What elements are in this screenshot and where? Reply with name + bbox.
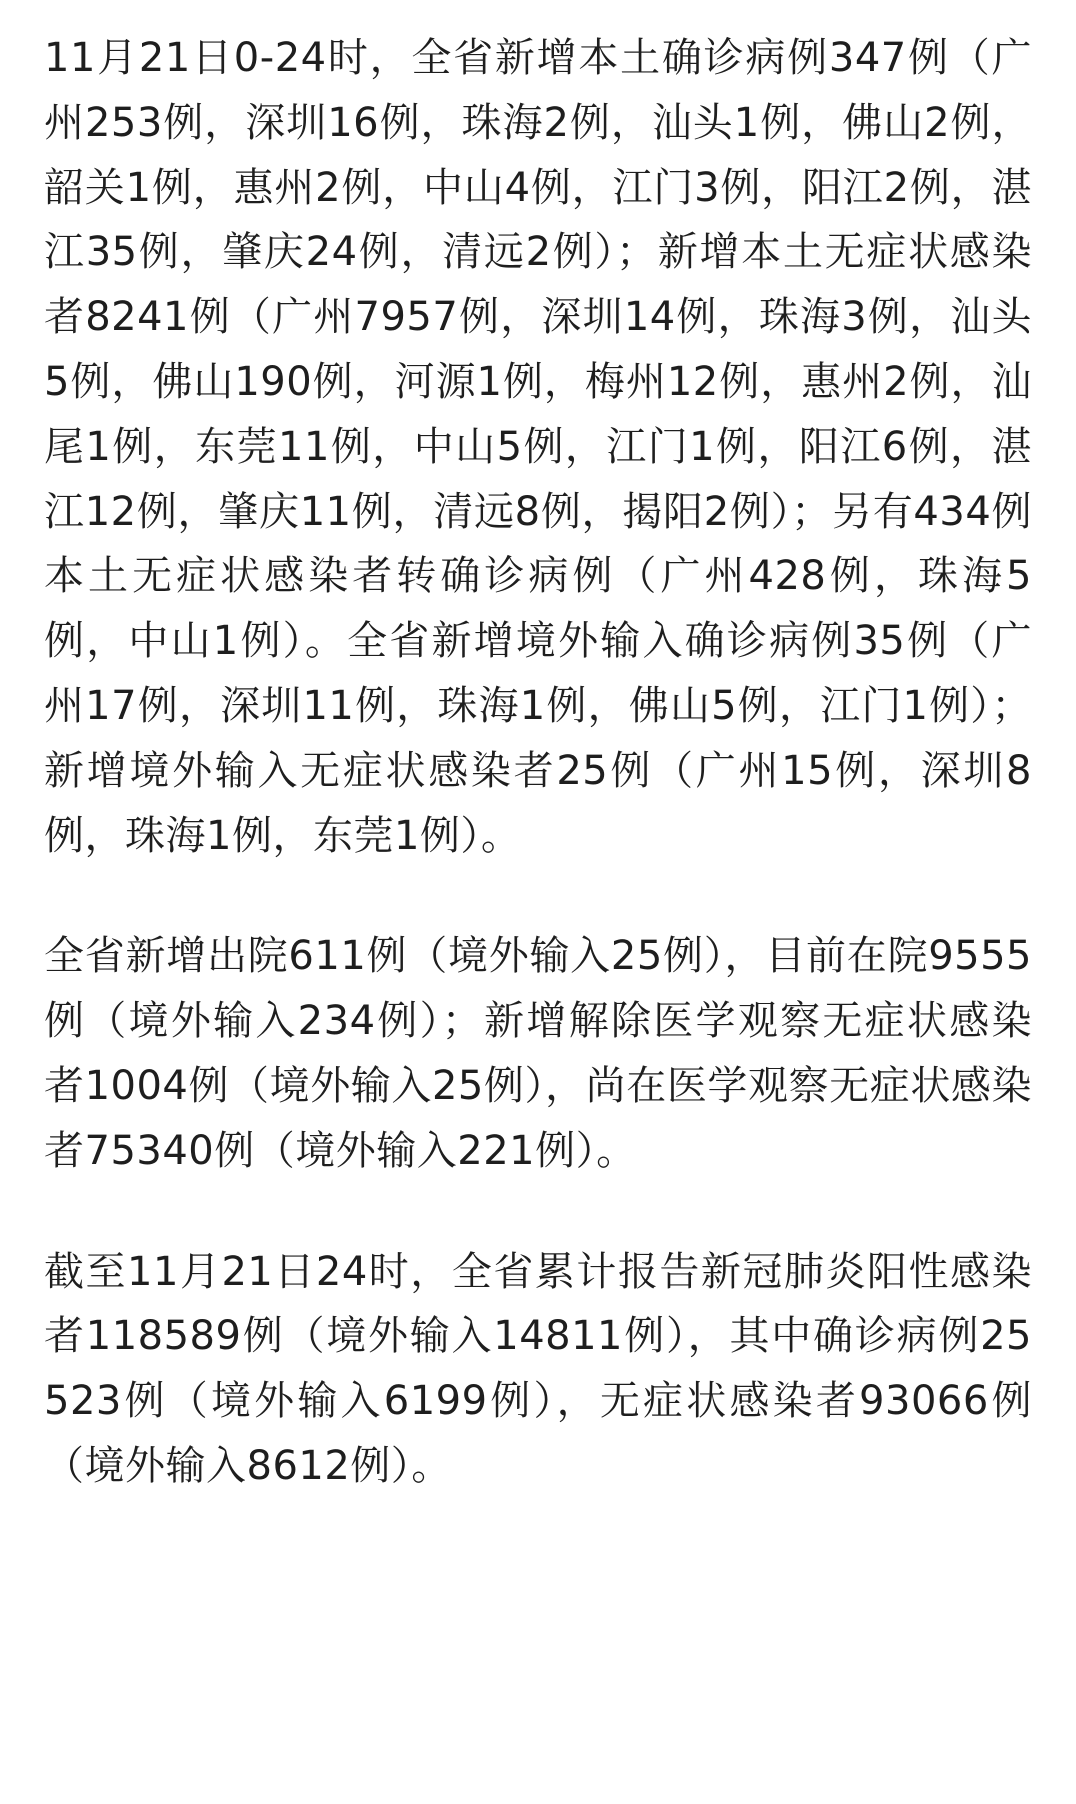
report-paragraph-3: 截至11月21日24时，全省累计报告新冠肺炎阳性感染者118589例（境外输入14811例），其中确诊病例25523例（境外输入6199例），无症状感染者93066例（境外输入8612例）。 [44, 1248, 1032, 1489]
report-paragraph-2: 全省新增出院611例（境外输入25例），目前在院9555例（境外输入234例）；新增解除医学观察无症状感染者1004例（境外输入25例），尚在医学观察无症状感染者75340例（境外输入221例）。 [44, 933, 1032, 1174]
report-paragraph-1: 11月21日0-24时，全省新增本土确诊病例347例（广州253例，深圳16例，珠海2例，汕头1例，佛山2例，韶关1例，惠州2例，中山4例，江门3例，阳江2例，湛江35例，肇庆24例，清远2例）；新增本土无症状感染者8241例（广州7957例，深圳14例，珠海3例，汕头5例，佛山190例，河源1例，梅州12例，惠州2例，汕尾1例，东莞11例，中山5例，江门1例，阳江6例，湛江12例，肇庆11例，清远8例，揭阳2例）；另有434例本土无症状感染者转确诊病例（广州428例，珠海5例，中山1例）。全省新增境外输入确诊病例35例（广州17例，深圳11例，珠海1例，佛山5例，江门1例）；新增境外输入无症状感染者25例（广州15例，深圳8例，珠海1例，东莞1例）。 [44, 35, 1032, 859]
